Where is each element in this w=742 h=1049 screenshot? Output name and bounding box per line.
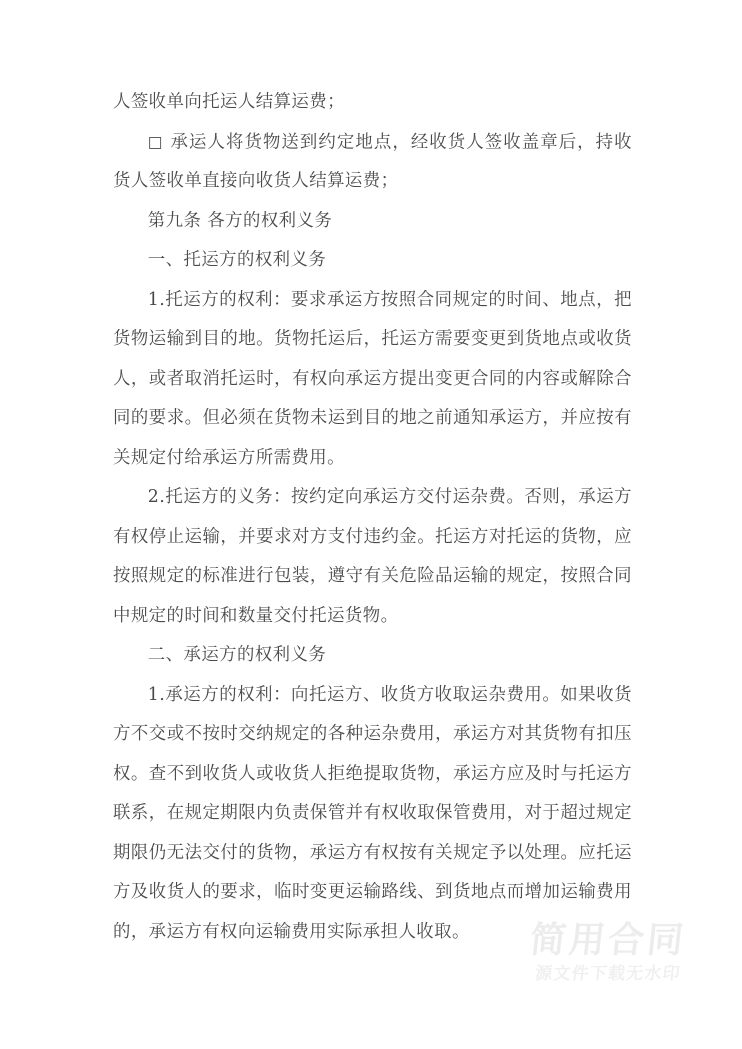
watermark-brand-text: 简用合同 xyxy=(527,920,689,961)
checkbox-icon[interactable]: □ xyxy=(147,132,164,151)
paragraph-settle-consignor-continuation: 人签收单向托运人结算运费； xyxy=(113,92,345,112)
watermark-tagline-text: 源文件下载无水印 xyxy=(534,964,682,984)
document-text-body xyxy=(113,83,632,952)
paragraph-carrier-rights: 1.承运方的权利：向托运方、收货方收取运杂费用。如果收货方不交或不按时交纳规定的各种运杂费用，承运方对其货物有扣压权。查不到收货人或收货人拒绝提取货物，承运方应及时与托运方联系，在规定期限内负责保管并有权收取保管费用，对于超过规定期限仍无法交付的货物，承运方有权按有关规定予以处理。应托运方及收货人的要求，临时变更运输路线、到货地点而增加运输费用的，承运方有权向运输费用实际承担人收取。 xyxy=(113,684,632,942)
heading-article-nine: 第九条 各方的权利义务 xyxy=(147,210,333,231)
paragraph-checkbox-option-consignee xyxy=(113,123,632,202)
heading-section-two-carrier: 二、承运方的权利义务 xyxy=(147,645,327,666)
checkbox-option-label: 承运人将货物送到约定地点，经收货人签收盖章后，持收货人签收单直接向收货人结算运费； xyxy=(113,131,632,192)
paragraph-consignor-rights: 1.托运方的权利：要求承运方按照合同规定的时间、地点，把货物运输到目的地。货物托运后，托运方需要变更到货地点或收货人，或者取消托运时，有权向承运方提出变更合同的内容或解除合同的要求。但必须在货物未运到目的地之前通知承运方，并应按有关规定付给承运方所需费用。 xyxy=(113,289,632,468)
paragraph-consignor-obligations: 2.托运方的义务：按约定向承运方交付运杂费。否则，承运方有权停止运输，并要求对方支付违约金。托运方对托运的货物，应按照规定的标准进行包装，遵守有关危险品运输的规定，按照合同中规定的时间和数量交付托运货物。 xyxy=(113,487,632,626)
heading-section-one-consignor: 一、托运方的权利义务 xyxy=(147,250,327,271)
